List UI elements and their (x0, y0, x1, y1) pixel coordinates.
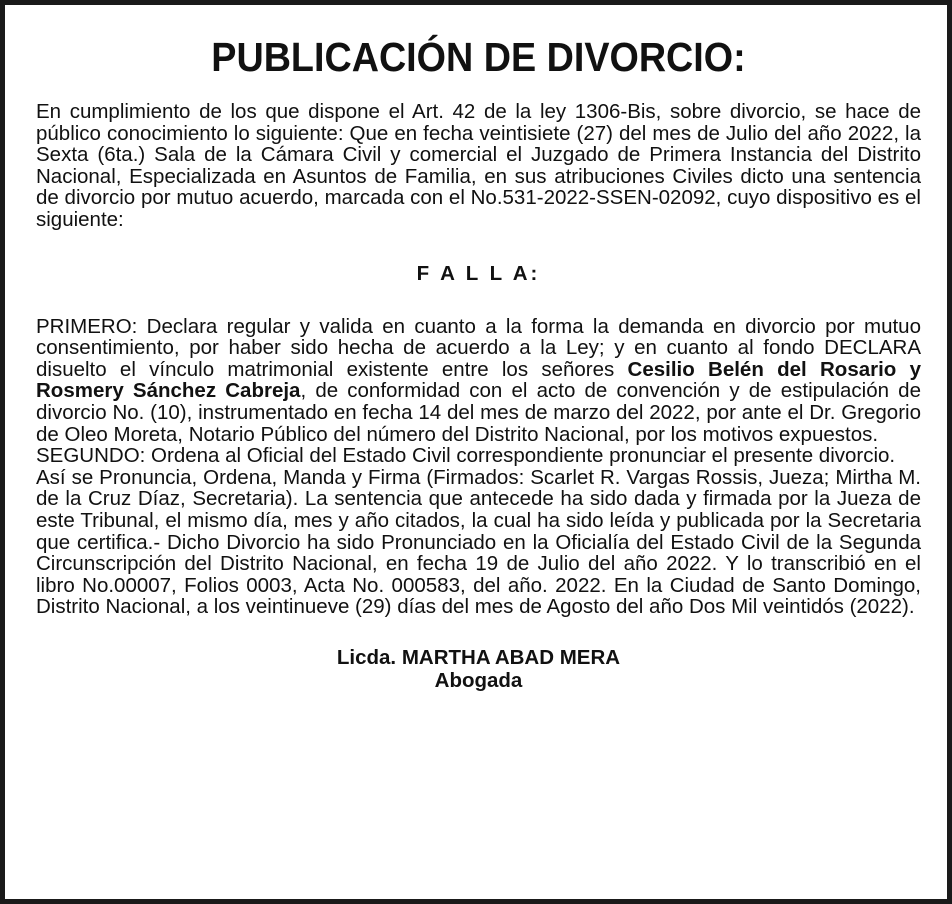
falla-heading: F A L L A: (416, 261, 541, 285)
signature-role: Abogada (434, 668, 523, 692)
primero-text-after: , de conformidad con el acto de convención y de estipulación de divorcio No. (10), instrumentado en fecha 14 del mes de marzo del 2022, por ante el Dr. Gregorio de Oleo Moreta, Notario Público del número del Distrito Nacional, por los motivos expuestos. (36, 379, 921, 446)
closing-paragraph: Así se Pronuncia, Ordena, Manda y Firma (Firmados: Scarlet R. Vargas Rossis, Jueza; Mirtha M. de la Cruz Díaz, Secretaria). La sentencia que antecede ha sido dada y firmada por la Jueza de este Tribunal, el mismo día, mes y año citados, la cual ha sido leída y publicada por la Secretaria que certifica.- Dicho Divorcio ha sido Pronunciado en la Oficialía del Estado Civil de la Segunda Circunscripción del Distrito Nacional, en fecha 19 de Julio del año 2022. Y lo transcribió en el libro No.00007, Folios 0003, Acta No. 000583, del año. 2022. En la Ciudad de Santo Domingo, Distrito Nacional, a los veintinueve (29) días del mes de Agosto del año Dos Mil veintidós (2022). (36, 465, 921, 619)
signature-block (36, 646, 921, 692)
signature-name: Licda. MARTHA ABAD MERA (336, 645, 621, 669)
primero-text-before: PRIMERO: Declara regular y valida en cuanto a la forma la demanda en divorcio por mutuo consentimiento, por haber sido hecha de acuerdo a la Ley; y en cuanto al fondo DECLARA disuelto el vínculo matrimonial existente entre los señores (36, 314, 921, 381)
ruling-paragraph (36, 316, 921, 446)
segundo-paragraph: SEGUNDO: Ordena al Oficial del Estado Civil correspondiente pronunciar el presente divorcio. (36, 444, 896, 468)
notice-title: PUBLICACIÓN DE DIVORCIO: (211, 34, 746, 80)
intro-paragraph: En cumplimiento de los que dispone el Art. 42 de la ley 1306-Bis, sobre divorcio, se hace de público conocimiento lo siguiente: Que en fecha veintisiete (27) del mes de Julio del año 2022, la Sexta (6ta.) Sala de la Cámara Civil y comercial el Juzgado de Primera Instancia del Distrito Nacional, Especializada en Asuntos de Familia, en sus atribuciones Civiles dicto una sentencia de divorcio por mutuo acuerdo, marcada con el No.531-2022-SSEN-02092, cuyo dispositivo es el siguiente: (36, 100, 921, 231)
party-names: Cesilio Belén del Rosario y Rosmery Sánchez Cabreja (36, 357, 921, 403)
